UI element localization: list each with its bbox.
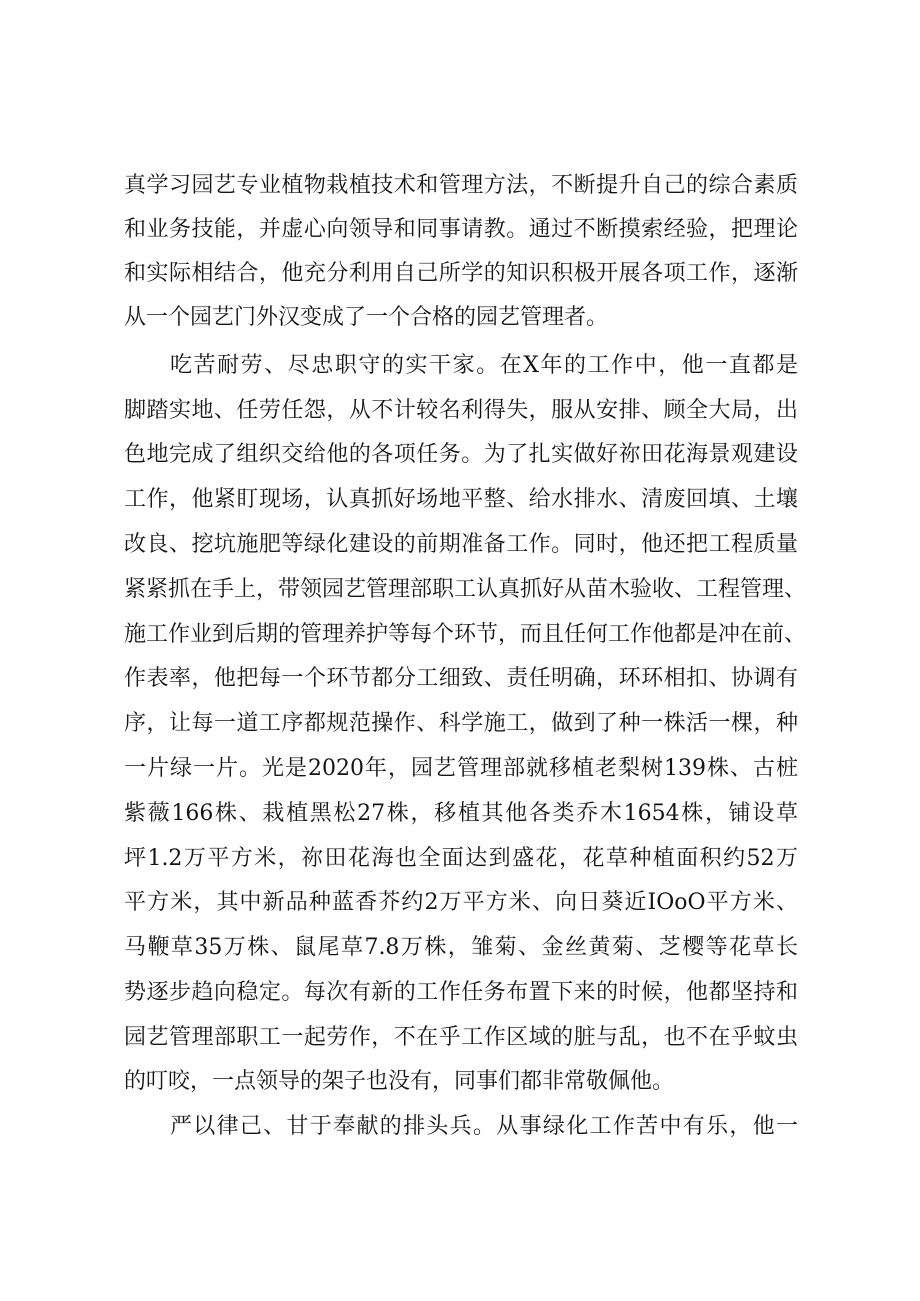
text-line: 吃苦耐劳、尽忠职守的实干家。在X年的工作中，他一直都是 (170, 353, 798, 378)
text-line: 紧紧抓在手上，带领园艺管理部职工认真抓好从苗木验收、工程管理、 (124, 577, 807, 602)
text-line: 色地完成了组织交给他的各项任务。为了扎实做好祢田花海景观建设 (124, 442, 798, 467)
text-line: 的叮咬，一点领导的架子也没有，同事们都非常敬佩他。 (124, 1069, 675, 1094)
text-line: 施工作业到后期的管理养护等每个环节，而且任何工作他都是冲在前、 (124, 622, 807, 647)
text-line: 序，让每一道工序都规范操作、科学施工，做到了种一株活一棵，种 (124, 711, 798, 736)
text-line: 园艺管理部职工一起劳作，不在乎工作区域的脏与乱，也不在乎蚊虫 (124, 1025, 798, 1050)
text-line: 真学习园艺专业植物栽植技术和管理方法，不断提升自己的综合素质 (124, 173, 798, 198)
text-line: 从一个园艺门外汉变成了一个合格的园艺管理者。 (124, 305, 609, 330)
text-line: 紫薇166株、栽植黑松27株，移植其他各类乔木1654株，铺设草 (124, 801, 798, 826)
text-line: 改良、挖坑施肥等绿化建设的前期准备工作。同时，他还把工程质量 (124, 532, 798, 557)
text-line: 平方米，其中新品种蓝香芥约2万平方米、向日葵近IOoO平方米、 (124, 890, 798, 915)
text-line: 和业务技能，并虚心向领导和同事请教。通过不断摸索经验，把理论 (124, 217, 798, 242)
text-line: 工作，他紧盯现场，认真抓好场地平整、给水排水、清废回填、土壤 (124, 487, 798, 512)
text-line: 坪1.2万平方米，祢田花海也全面达到盛花，花草种植面积约52万 (124, 846, 798, 871)
text-line: 和实际相结合，他充分利用自己所学的知识积极开展各项工作，逐渐 (124, 261, 798, 286)
text-line: 势逐步趋向稳定。每次有新的工作任务布置下来的时候，他都坚持和 (124, 980, 798, 1005)
text-line: 马鞭草35万株、鼠尾草7.8万株，雏菊、金丝黄菊、芝樱等花草长 (124, 935, 798, 960)
text-line: 严以律己、甘于奉献的排头兵。从事绿化工作苦中有乐，他一 (170, 1114, 798, 1139)
text-line: 作表率，他把每一个环节都分工细致、责任明确，环环相扣、协调有 (124, 666, 798, 691)
text-line: 脚踏实地、任劳任怨，从不计较名利得失，服从安排、顾全大局，出 (124, 398, 798, 423)
text-line: 一片绿一片。光是2020年，园艺管理部就移植老梨树139株、古桩 (124, 756, 798, 781)
